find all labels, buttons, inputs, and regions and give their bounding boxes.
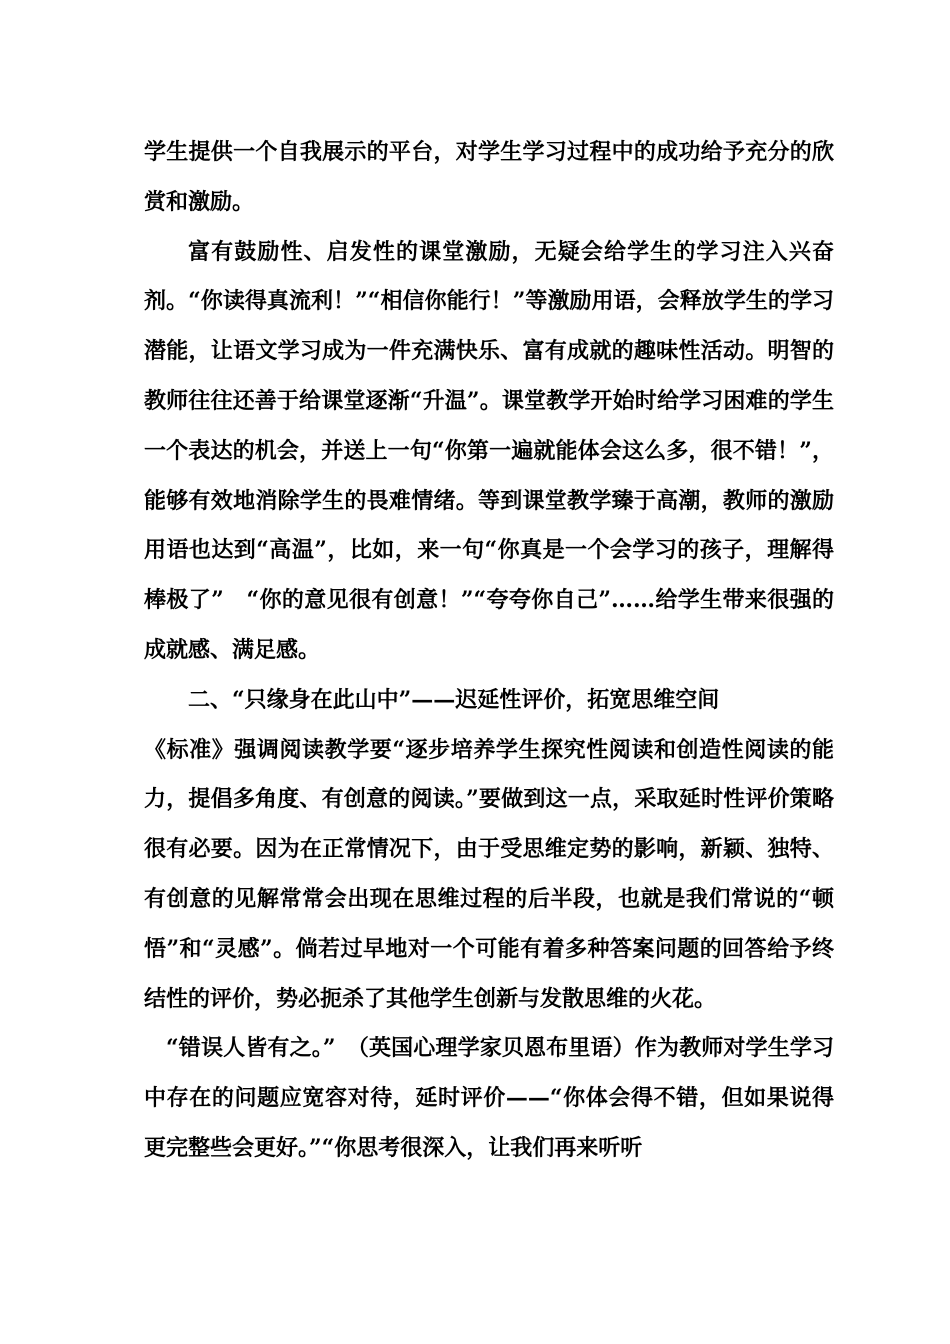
paragraph-standard-reading: 《标准》强调阅读教学要“逐步培养学生探究性阅读和创造性阅读的能力，提倡多角度、有创意的阅读。”要做到这一点，采取延时性评价策略很有必要。因为在正常情况下，由于受思维定势的影响，新颖、独特、有创意的见解常常会出现在思维过程的后半段，也就是我们常说的“顿悟”和“灵感”。倘若过早地对一个可能有着多种答案问题的回答给予终结性的评价，势必扼杀了其他学生创新与发散思维的火花。 bbox=[144, 736, 834, 1012]
body-text bbox=[144, 128, 834, 1174]
section-heading-delayed-evaluation: 二、“只缘身在此山中”——迟延性评价，拓宽思维空间 bbox=[188, 686, 720, 713]
paragraph-classroom-encouragement: 富有鼓励性、启发性的课堂激励，无疑会给学生的学习注入兴奋剂。“你读得真流利！”“相信你能行！”等激励用语，会释放学生的学习潜能，让语文学习成为一件充满快乐、富有成就的趣味性活动。明智的教师往往还善于给课堂逐渐“升温”。课堂教学开始时给学习困难的学生一个表达的机会，并送上一句“你第一遍就能体会这么多，很不错！”，能够有效地消除学生的畏难情绪。等到课堂教学臻于高潮，教师的激励用语也达到“高温”，比如，来一句“你真是一个会学习的孩子，理解得棒极了” “你的意见很有创意！”“夸夸你自己”……给学生带来很强的成就感、满足感。 bbox=[144, 238, 834, 663]
paragraph-continuation: 学生提供一个自我展示的平台，对学生学习过程中的成功给予充分的欣赏和激励。 bbox=[144, 139, 834, 215]
paragraph-mistakes-tolerance: “错误人皆有之。” （英国心理学家贝恩布里语）作为教师对学生学习中存在的问题应宽容对待，延时评价——“你体会得不错，但如果说得更完整些会更好。”“你思考很深入，让我们再来听听 bbox=[144, 1035, 834, 1161]
